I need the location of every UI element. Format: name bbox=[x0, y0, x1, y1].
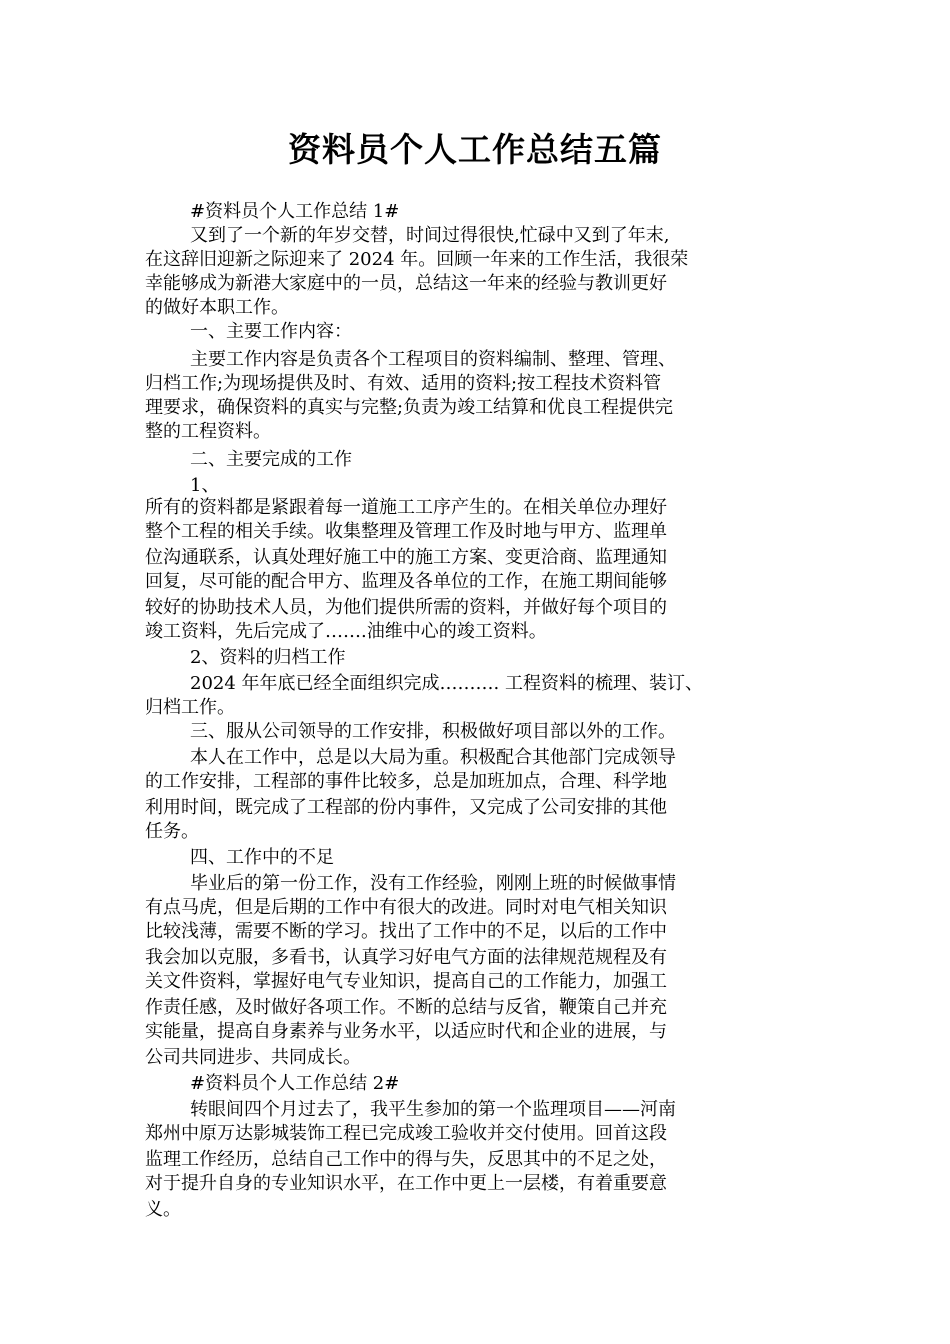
paragraph-line: 转眼间四个月过去了，我平生参加的第一个监理项目——河南 bbox=[190, 1099, 676, 1120]
paragraph-line: 任务。 bbox=[145, 821, 199, 842]
paragraph-line: 关文件资料，掌握好电气专业知识，提高自己的工作能力，加强工 bbox=[145, 971, 667, 992]
paragraph-line: 作责任感，及时做好各项工作。不断的总结与反省，鞭策自己并充 bbox=[145, 997, 667, 1018]
section-heading-2: #资料员个人工作总结 2# bbox=[190, 1073, 400, 1094]
paragraph-line: 实能量，提高自身素养与业务水平，以适应时代和企业的进展，与 bbox=[145, 1021, 667, 1042]
section-heading-1: #资料员个人工作总结 1# bbox=[190, 201, 400, 222]
paragraph-line: 归档工作。 bbox=[145, 697, 235, 718]
document-title: 资料员个人工作总结五篇 bbox=[288, 130, 662, 169]
paragraph-line: 毕业后的第一份工作，没有工作经验，刚刚上班的时候做事情 bbox=[190, 873, 676, 894]
paragraph-line: 对于提升自身的专业知识水平，在工作中更上一层楼，有着重要意 bbox=[145, 1173, 667, 1194]
paragraph-line: 又到了一个新的年岁交替，时间过得很快,忙碌中又到了年末, bbox=[190, 225, 670, 246]
paragraph-line: 归档工作;为现场提供及时、有效、适用的资料;按工程技术资料管 bbox=[145, 373, 662, 394]
paragraph-line: 有点马虎，但是后期的工作中有很大的改进。同时对电气相关知识 bbox=[145, 897, 667, 918]
paragraph-line: 位沟通联系，认真处理好施工中的施工方案、变更洽商、监理通知 bbox=[145, 547, 667, 568]
paragraph-line: 郑州中原万达影城装饰工程已完成竣工验收并交付使用。回首这段 bbox=[145, 1123, 667, 1144]
paragraph-line: 回复，尽可能的配合甲方、监理及各单位的工作，在施工期间能够 bbox=[145, 571, 667, 592]
paragraph-line: 义。 bbox=[145, 1199, 181, 1220]
subheading-completed-work: 二、主要完成的工作 bbox=[190, 449, 352, 470]
paragraph-line: 监理工作经历，总结自己工作中的得与失，反思其中的不足之处， bbox=[145, 1149, 667, 1170]
paragraph-line: 整的工程资料。 bbox=[145, 421, 271, 442]
paragraph-line: 在这辞旧迎新之际迎来了 2024 年。回顾一年来的工作生活，我很荣 bbox=[145, 249, 689, 270]
paragraph-line: 2024 年年底已经全面组织完成………. 工程资料的梳理、装订、 bbox=[190, 673, 703, 694]
paragraph-line: 所有的资料都是紧跟着每一道施工工序产生的。在相关单位办理好 bbox=[145, 497, 667, 518]
paragraph-line: 我会加以克服，多看书，认真学习好电气方面的法律规范规程及有 bbox=[145, 947, 667, 968]
paragraph-line: 理要求，确保资料的真实与完整;负责为竣工结算和优良工程提供完 bbox=[145, 397, 674, 418]
paragraph-line: 本人在工作中，总是以大局为重。积极配合其他部门完成领导 bbox=[190, 747, 676, 768]
paragraph-line: 竣工资料，先后完成了…….油维中心的竣工资料。 bbox=[145, 621, 547, 642]
subheading-shortcomings: 四、工作中的不足 bbox=[190, 847, 334, 868]
subheading-obey-arrangements: 三、服从公司领导的工作安排，积极做好项目部以外的工作。 bbox=[190, 721, 676, 742]
subheading-archiving: 2、资料的归档工作 bbox=[190, 647, 346, 668]
list-number: 1、 bbox=[190, 475, 220, 496]
paragraph-line: 主要工作内容是负责各个工程项目的资料编制、整理、管理、 bbox=[190, 349, 676, 370]
paragraph-line: 较好的协助技术人员，为他们提供所需的资料，并做好每个项目的 bbox=[145, 597, 667, 618]
paragraph-line: 比较浅薄，需要不断的学习。找出了工作中的不足，以后的工作中 bbox=[145, 921, 667, 942]
paragraph-line: 整个工程的相关手续。收集整理及管理工作及时地与甲方、监理单 bbox=[145, 521, 667, 542]
paragraph-line: 的做好本职工作。 bbox=[145, 297, 289, 318]
paragraph-line: 公司共同进步、共同成长。 bbox=[145, 1047, 361, 1068]
paragraph-line: 幸能够成为新港大家庭中的一员，总结这一年来的经验与教训更好 bbox=[145, 273, 667, 294]
paragraph-line: 利用时间，既完成了工程部的份内事件，又完成了公司安排的其他 bbox=[145, 797, 667, 818]
subheading-main-content: 一、主要工作内容： bbox=[190, 321, 352, 342]
paragraph-line: 的工作安排，工程部的事件比较多，总是加班加点，合理、科学地 bbox=[145, 771, 667, 792]
